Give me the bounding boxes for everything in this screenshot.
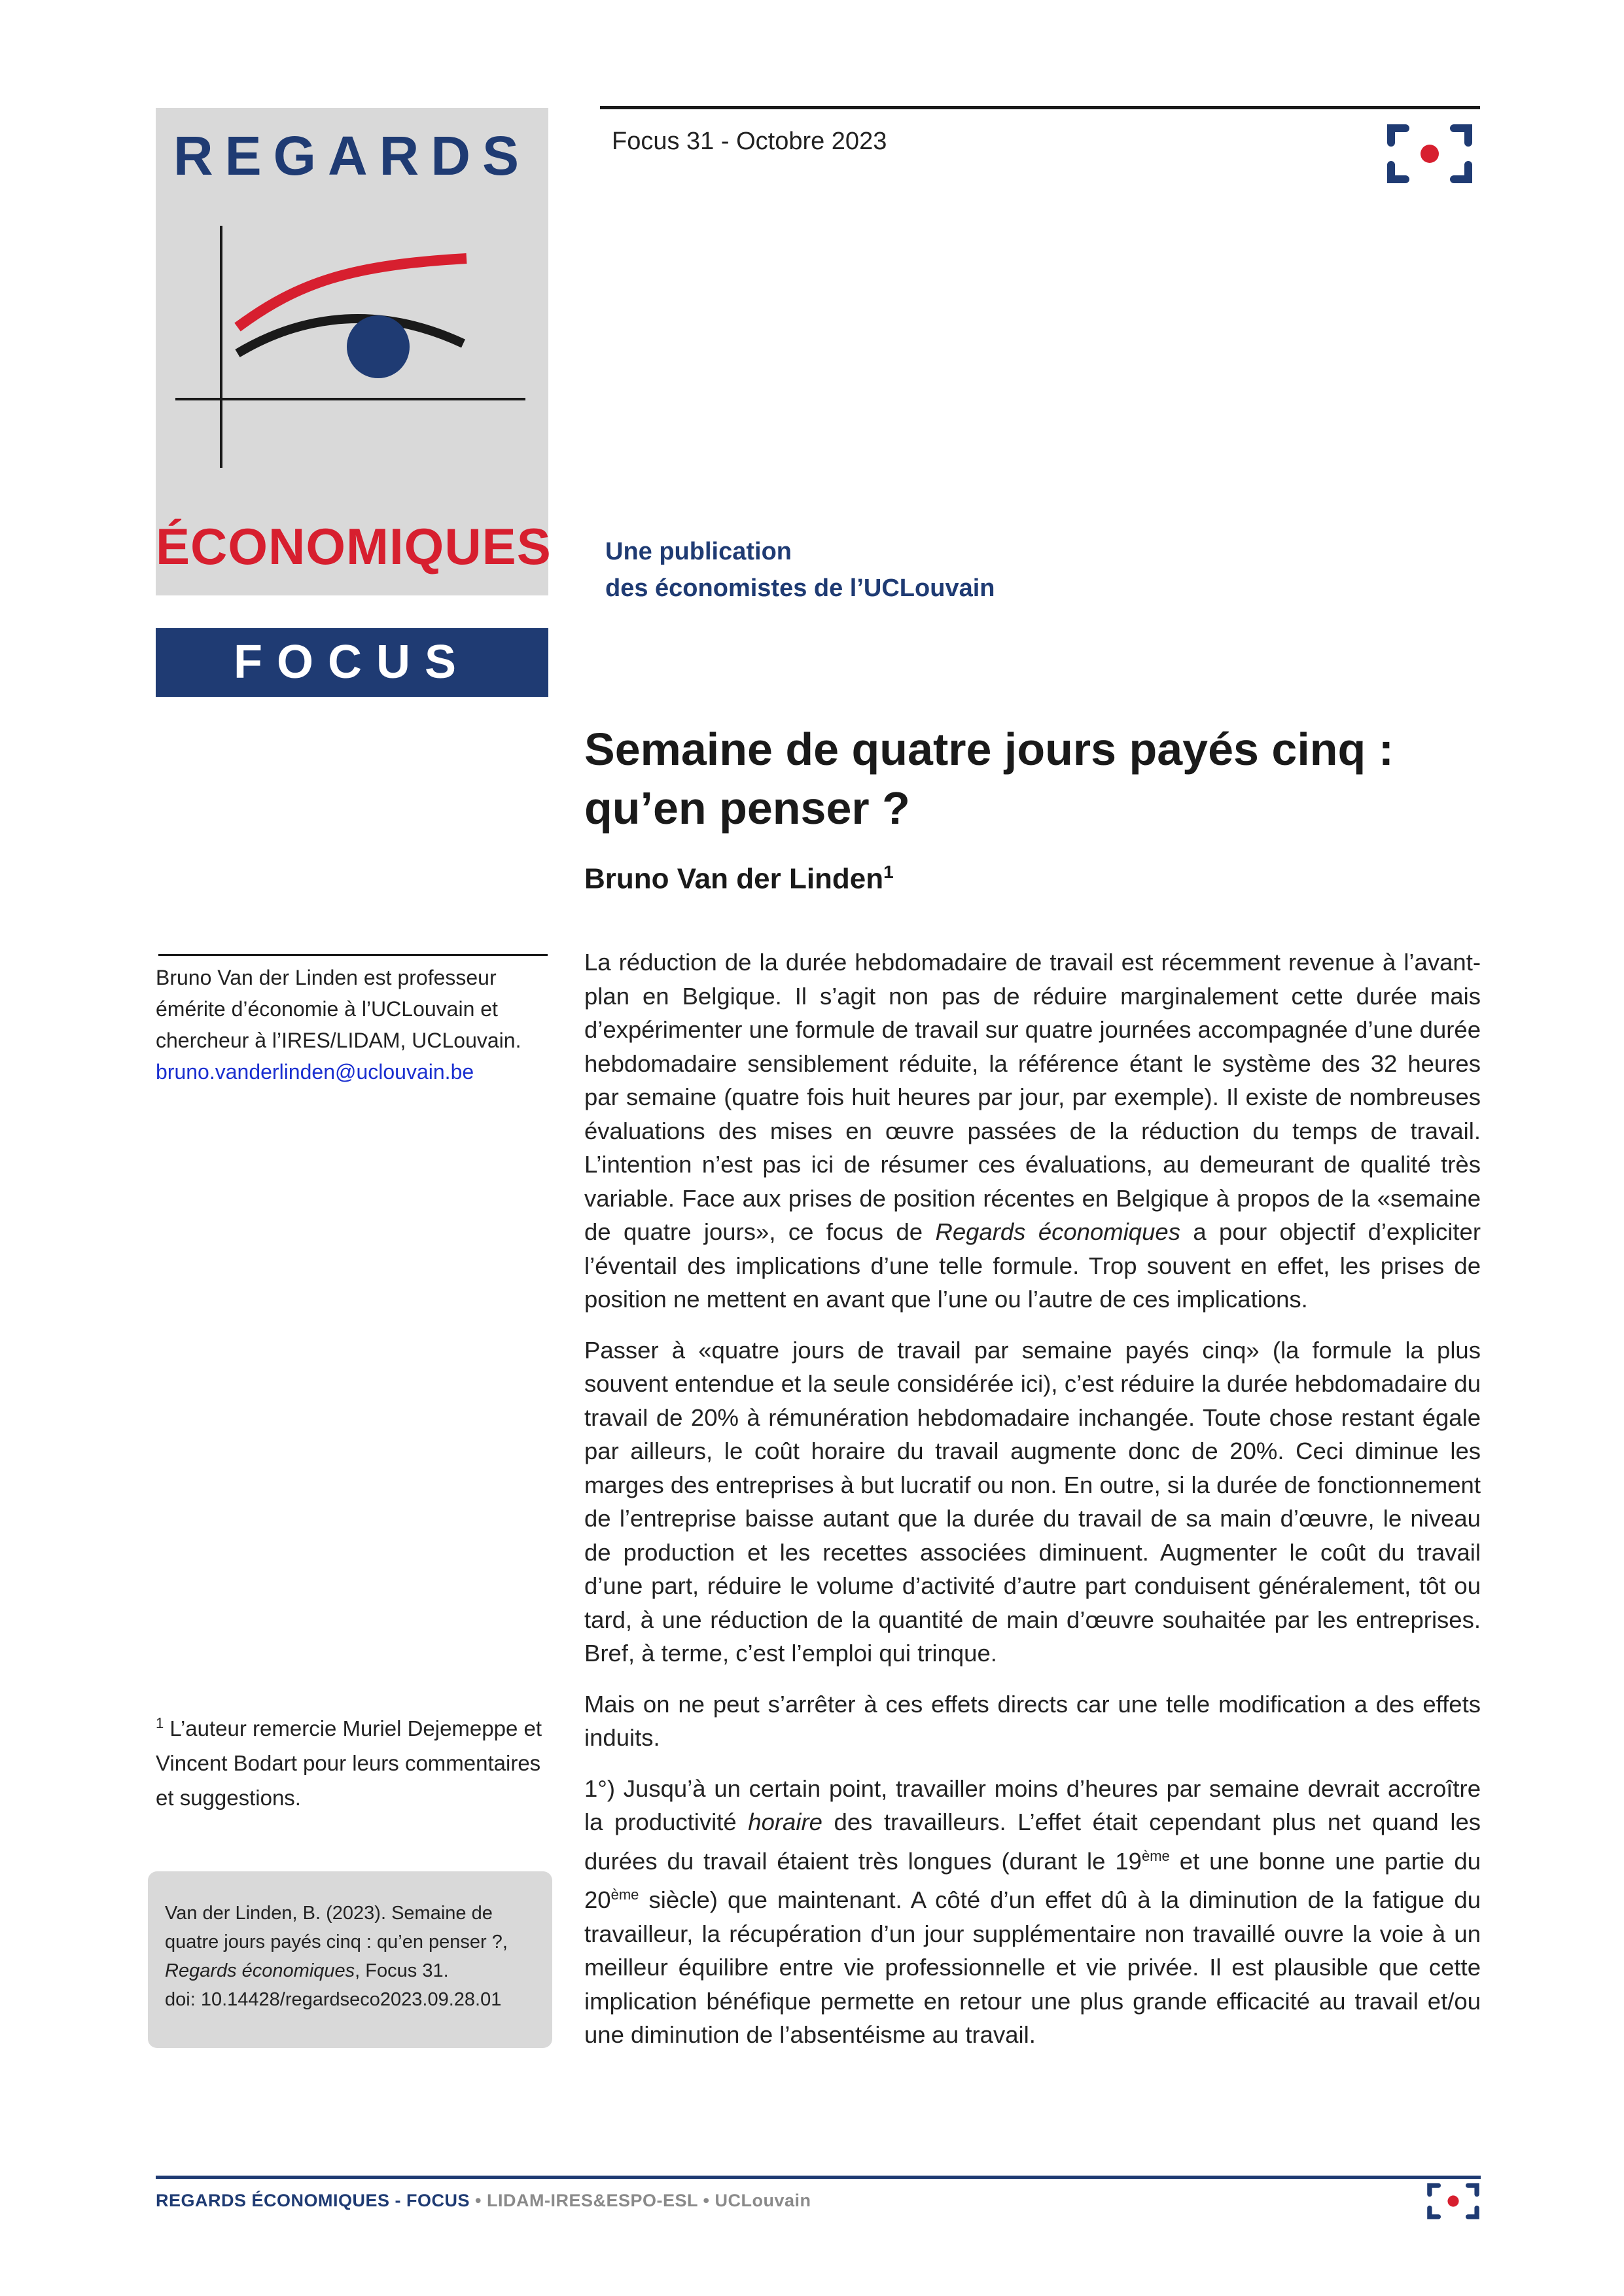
footnote-text: L’auteur remercie Muriel Dejemeppe et Vincent Bodart pour leurs commentaires et suggestions. — [156, 1716, 542, 1810]
footer-label — [156, 2191, 811, 2211]
body-paragraph-4 — [584, 1772, 1481, 2052]
logo-title-regards: REGARDS — [173, 125, 531, 186]
footer-bracket-icon — [1426, 2182, 1480, 2220]
p1-journal-name: Regards économiques — [935, 1218, 1180, 1245]
uclouvain-bracket-icon — [1386, 124, 1474, 183]
p4-text-d: siècle) que maintenant. A côté d’un effet dû à la diminution de la fatigue du travailleur, la récupération d’un jour supplémentaire non travaillé ouvre la voie à un meilleur équilibre entre vie professionnelle et vie privée. Il est plausible que cette implication bénéfique permette en retour une plus grande efficacité au travail et/ou une diminution de l’absentéisme au travail. — [584, 1886, 1481, 2049]
footer-separator-1: • — [470, 2191, 487, 2210]
author-bio-text: Bruno Van der Linden est professeur émérite d’économie à l’UCLouvain et chercheur à l’IRES/LIDAM, UCLouvain. — [156, 966, 521, 1052]
article-title — [584, 720, 1481, 838]
footer-series: REGARDS ÉCONOMIQUES - FOCUS — [156, 2191, 470, 2210]
title-line-1: Semaine de quatre jours payés cinq : — [584, 724, 1394, 775]
footer-institutes: LIDAM-IRES&ESPO-ESL — [487, 2191, 698, 2210]
body-paragraph-1 — [584, 945, 1481, 1316]
citation-box — [148, 1871, 552, 2048]
p1-text-a: La réduction de la durée hebdomadaire de travail est récemment revenue à l’avant-plan en Belgique. Il s’agit non pas de réduire marginalement cette durée mais d’expérimenter une formule de travail sur quatre journées accompagnée d’une durée hebdomadaire sensiblement réduite, la référence étant le système des 32 heures par semaine (quatre fois huit heures par jour, par exemple). Il existe de nombreuses évaluations des mises en œuvre passées de la réduction du temps de travail. L’intention n’est pas ici de résumer ces évaluations, au demeurant de qualité très variable. Face aux prises de position récentes en Belgique à propos de la «semaine de quatre jours», ce focus de — [584, 949, 1481, 1245]
publication-tagline — [605, 533, 995, 607]
author-bio — [156, 962, 548, 1087]
author-email-link[interactable]: bruno.vanderlinden@uclouvain.be — [156, 1060, 474, 1084]
publication-line-2: des économistes de l’UCLouvain — [605, 574, 995, 602]
issue-label: Focus 31 - Octobre 2023 — [612, 128, 887, 155]
title-line-2: qu’en penser ? — [584, 783, 910, 834]
publication-line-1: Une publication — [605, 538, 792, 565]
citation-journal: Regards économiques — [165, 1960, 355, 1981]
footnote-marker: 1 — [156, 1715, 164, 1731]
focus-banner: FOCUS — [156, 628, 548, 697]
article-author — [584, 862, 894, 896]
header-rule — [600, 106, 1480, 109]
article-body — [584, 945, 1481, 2069]
author-name: Bruno Van der Linden — [584, 862, 884, 895]
footer-rule — [156, 2176, 1481, 2179]
body-paragraph-2: Passer à «quatre jours de travail par semaine payés cinq» (la formule la plus souvent entendue et la seule considérée ici), c’est réduire la durée hebdomadaire du travail de 20% à rémunération hebdomadaire inchangée. Toute chose restant égale par ailleurs, le coût horaire du travail augmente donc de 20%. Ceci diminue les marges des entreprises à but lucratif ou non. En outre, si la durée de fonctionnement de l’entreprise baisse autant que la durée du travail de sa main d’œuvre, le niveau de production et les recettes associées diminuent. Augmenter le coût du travail d’une part, réduire le volume d’activité d’autre part conduisent généralement, tôt ou tard, à une réduction de la quantité de main d’œuvre souhaitée par les entreprises. Bref, à terme, c’est l’emploi qui trinque. — [584, 1336, 1481, 1667]
footer-separator-2: • — [697, 2191, 715, 2210]
regards-economiques-logo — [156, 108, 552, 595]
author-footnote-marker[interactable]: 1 — [883, 862, 894, 882]
citation-issue: , Focus 31. — [355, 1960, 449, 1981]
logo-title-economiques: ÉCONOMIQUES — [156, 518, 552, 575]
citation-doi[interactable]: doi: 10.14428/regardseco2023.09.28.01 — [165, 1989, 502, 2010]
p4-superscript-2: ème — [610, 1886, 639, 1903]
p4-superscript-1: ème — [1141, 1847, 1170, 1864]
p4-text-a: 1°) Jusqu’à un certain point, travailler moins d’heures par semaine devrait accroître la productivité — [584, 1775, 1481, 1835]
citation-text — [165, 1899, 538, 2014]
p1-text-b: a pour objectif d’expliciter l’éventail des implications d’une telle formule. Trop souvent en effet, les prises de position ne mettent en avant que l’une ou l’autre de ces implications. — [584, 1218, 1481, 1313]
body-paragraph-3: Mais on ne peut s’arrêter à ces effets directs car une telle modification a des effets induits. — [584, 1690, 1481, 1751]
p4-text-c: et une bonne une partie du 20 — [584, 1847, 1481, 1914]
footnote — [156, 1706, 548, 1815]
logo-graph-icon — [156, 219, 548, 481]
citation-reference: Van der Linden, B. (2023). Semaine de quatre jours payés cinq : qu’en penser ?, — [165, 1903, 508, 1952]
footer-university: UCLouvain — [715, 2191, 811, 2210]
sidebar-rule — [158, 954, 548, 956]
p4-italic-word: horaire — [748, 1809, 822, 1835]
p4-text-b: des travailleurs. L’effet était cependant plus net quand les durées du travail étaient très longues (durant le 19 — [584, 1809, 1481, 1875]
